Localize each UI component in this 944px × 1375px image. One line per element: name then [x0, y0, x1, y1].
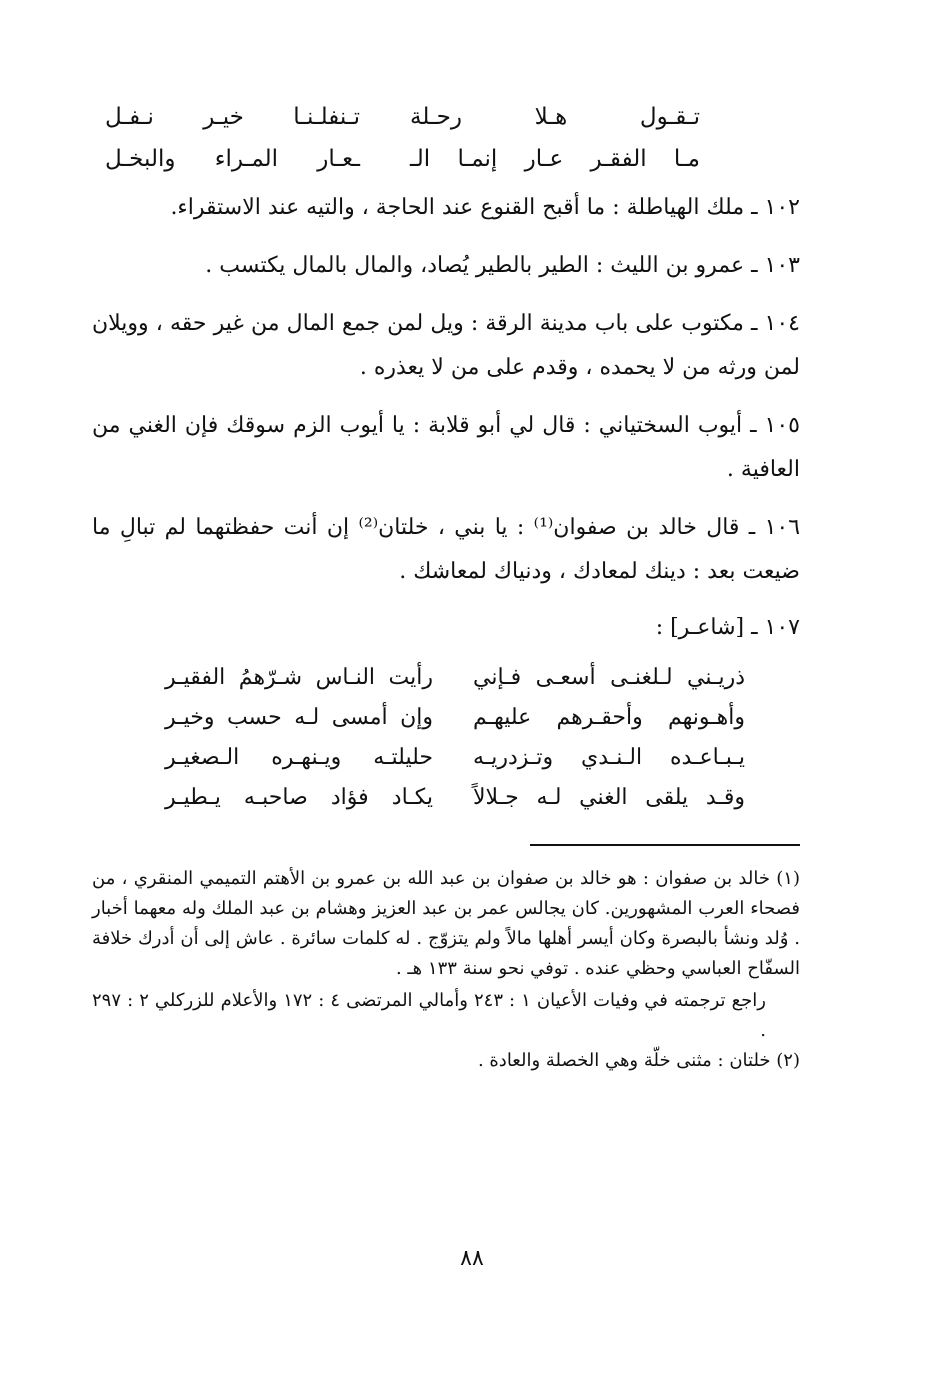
- footnote-separator: [530, 844, 800, 846]
- saying-104: ١٠٤ ـ مكتوب على باب مدينة الرقة : ويل لمن جمع المال من غير حقه ، وويلان لمن ورثه من لا يحمده ، وقدم على من لا يعذره .: [92, 311, 800, 380]
- verse-line: [92, 96, 700, 138]
- poem-verse: [92, 778, 745, 818]
- poem-verse: [92, 738, 745, 778]
- poem: [92, 658, 800, 818]
- verse-first-hemistich: وقـد يلقى الغني لـه جـلالاً: [473, 785, 745, 810]
- verse-line: [92, 138, 700, 180]
- page-body: [92, 96, 800, 1076]
- saying-103: ١٠٣ ـ عمرو بن الليث : الطير بالطير يُصاد، والمال بالمال يكتسب .: [205, 253, 800, 278]
- saying-102: ١٠٢ ـ ملك الهياطلة : ما أقبح القنوع عند الحاجة ، والتيه عند الاستقراء.: [170, 195, 800, 220]
- footnote-1: (١) خالد بن صفوان : هو خالد بن صفوان بن عبد الله بن عمرو بن الأهتم التميمي المنقري ، من فصحاء العرب المشهورين. كان يجالس عمر بن عبد العزيز وهشام بن عبد الملك وله معهما أخبار . وُلد ونشأ بالبصرة وكان أيسر أهلها مالاً ولم يتزوّج . له كلمات سائرة . عاش إلى أن أدرك خلافة السفّاح العباسي وحظي عنده . توفي نحو سنة ١٣٣ هـ .: [92, 868, 800, 979]
- saying-105: ١٠٥ ـ أيوب السختياني : قال لي أبو قلابة : يا أيوب الزم سوقك فإن الغني من العافية .: [92, 413, 800, 482]
- verse-first-hemistich: وأهـونهم وأحقـرهم عليهـم: [473, 705, 745, 730]
- verse-second-hemistich: حليلتـه ويـنهـره الـصغيـر: [165, 745, 433, 770]
- page-number: ٨٨: [460, 1246, 484, 1271]
- opening-verses: [92, 96, 800, 180]
- poem-verse: [92, 658, 745, 698]
- footnotes: [92, 864, 800, 1076]
- verse-first-hemistich: مـا الفقـر عـار إنمـا الـ: [410, 146, 700, 172]
- saying-106: ١٠٦ ـ قال خالد بن صفوان⁽¹⁾ : يا بني ، خلتان⁽²⁾ إن أنت حفظتهما لم تبالِ ما ضيعت بعد : دينك لمعادك ، ودنياك لمعاشك .: [92, 515, 801, 584]
- verse-second-hemistich: ـعـار المـراء والبخـل: [105, 146, 360, 172]
- poem-heading: ١٠٧ ـ [شاعـر] :: [655, 615, 800, 640]
- verse-first-hemistich: يـبـاعـده الـنـدي وتـزدريـه: [473, 745, 745, 770]
- verse-first-hemistich: ذريـني لـلغنـى أسعـى فـإني: [473, 665, 745, 690]
- footnote-2: (٢) خلتان : مثنى خلّة وهي الخصلة والعادة .: [477, 1050, 800, 1071]
- poem-verse: [92, 698, 745, 738]
- footnote-1-references: راجع ترجمته في وفيات الأعيان ١ : ٢٤٣ وأمالي المرتضى ٤ : ١٧٢ والأعلام للزركلي ٢ : ٢٩٧ .: [92, 990, 766, 1041]
- verse-second-hemistich: يكـاد فؤاد صاحبـه يـطيـر: [165, 785, 433, 810]
- verse-first-hemistich: تـقـول هـلا رحـلة: [410, 104, 700, 130]
- verse-second-hemistich: تـنفلـنـا خيـر نـفـل: [105, 104, 360, 130]
- verse-second-hemistich: وإن أمسى لـه حسب وخيـر: [165, 705, 433, 730]
- verse-second-hemistich: رأيت النـاس شـرّهمُ الفقيـر: [165, 665, 433, 690]
